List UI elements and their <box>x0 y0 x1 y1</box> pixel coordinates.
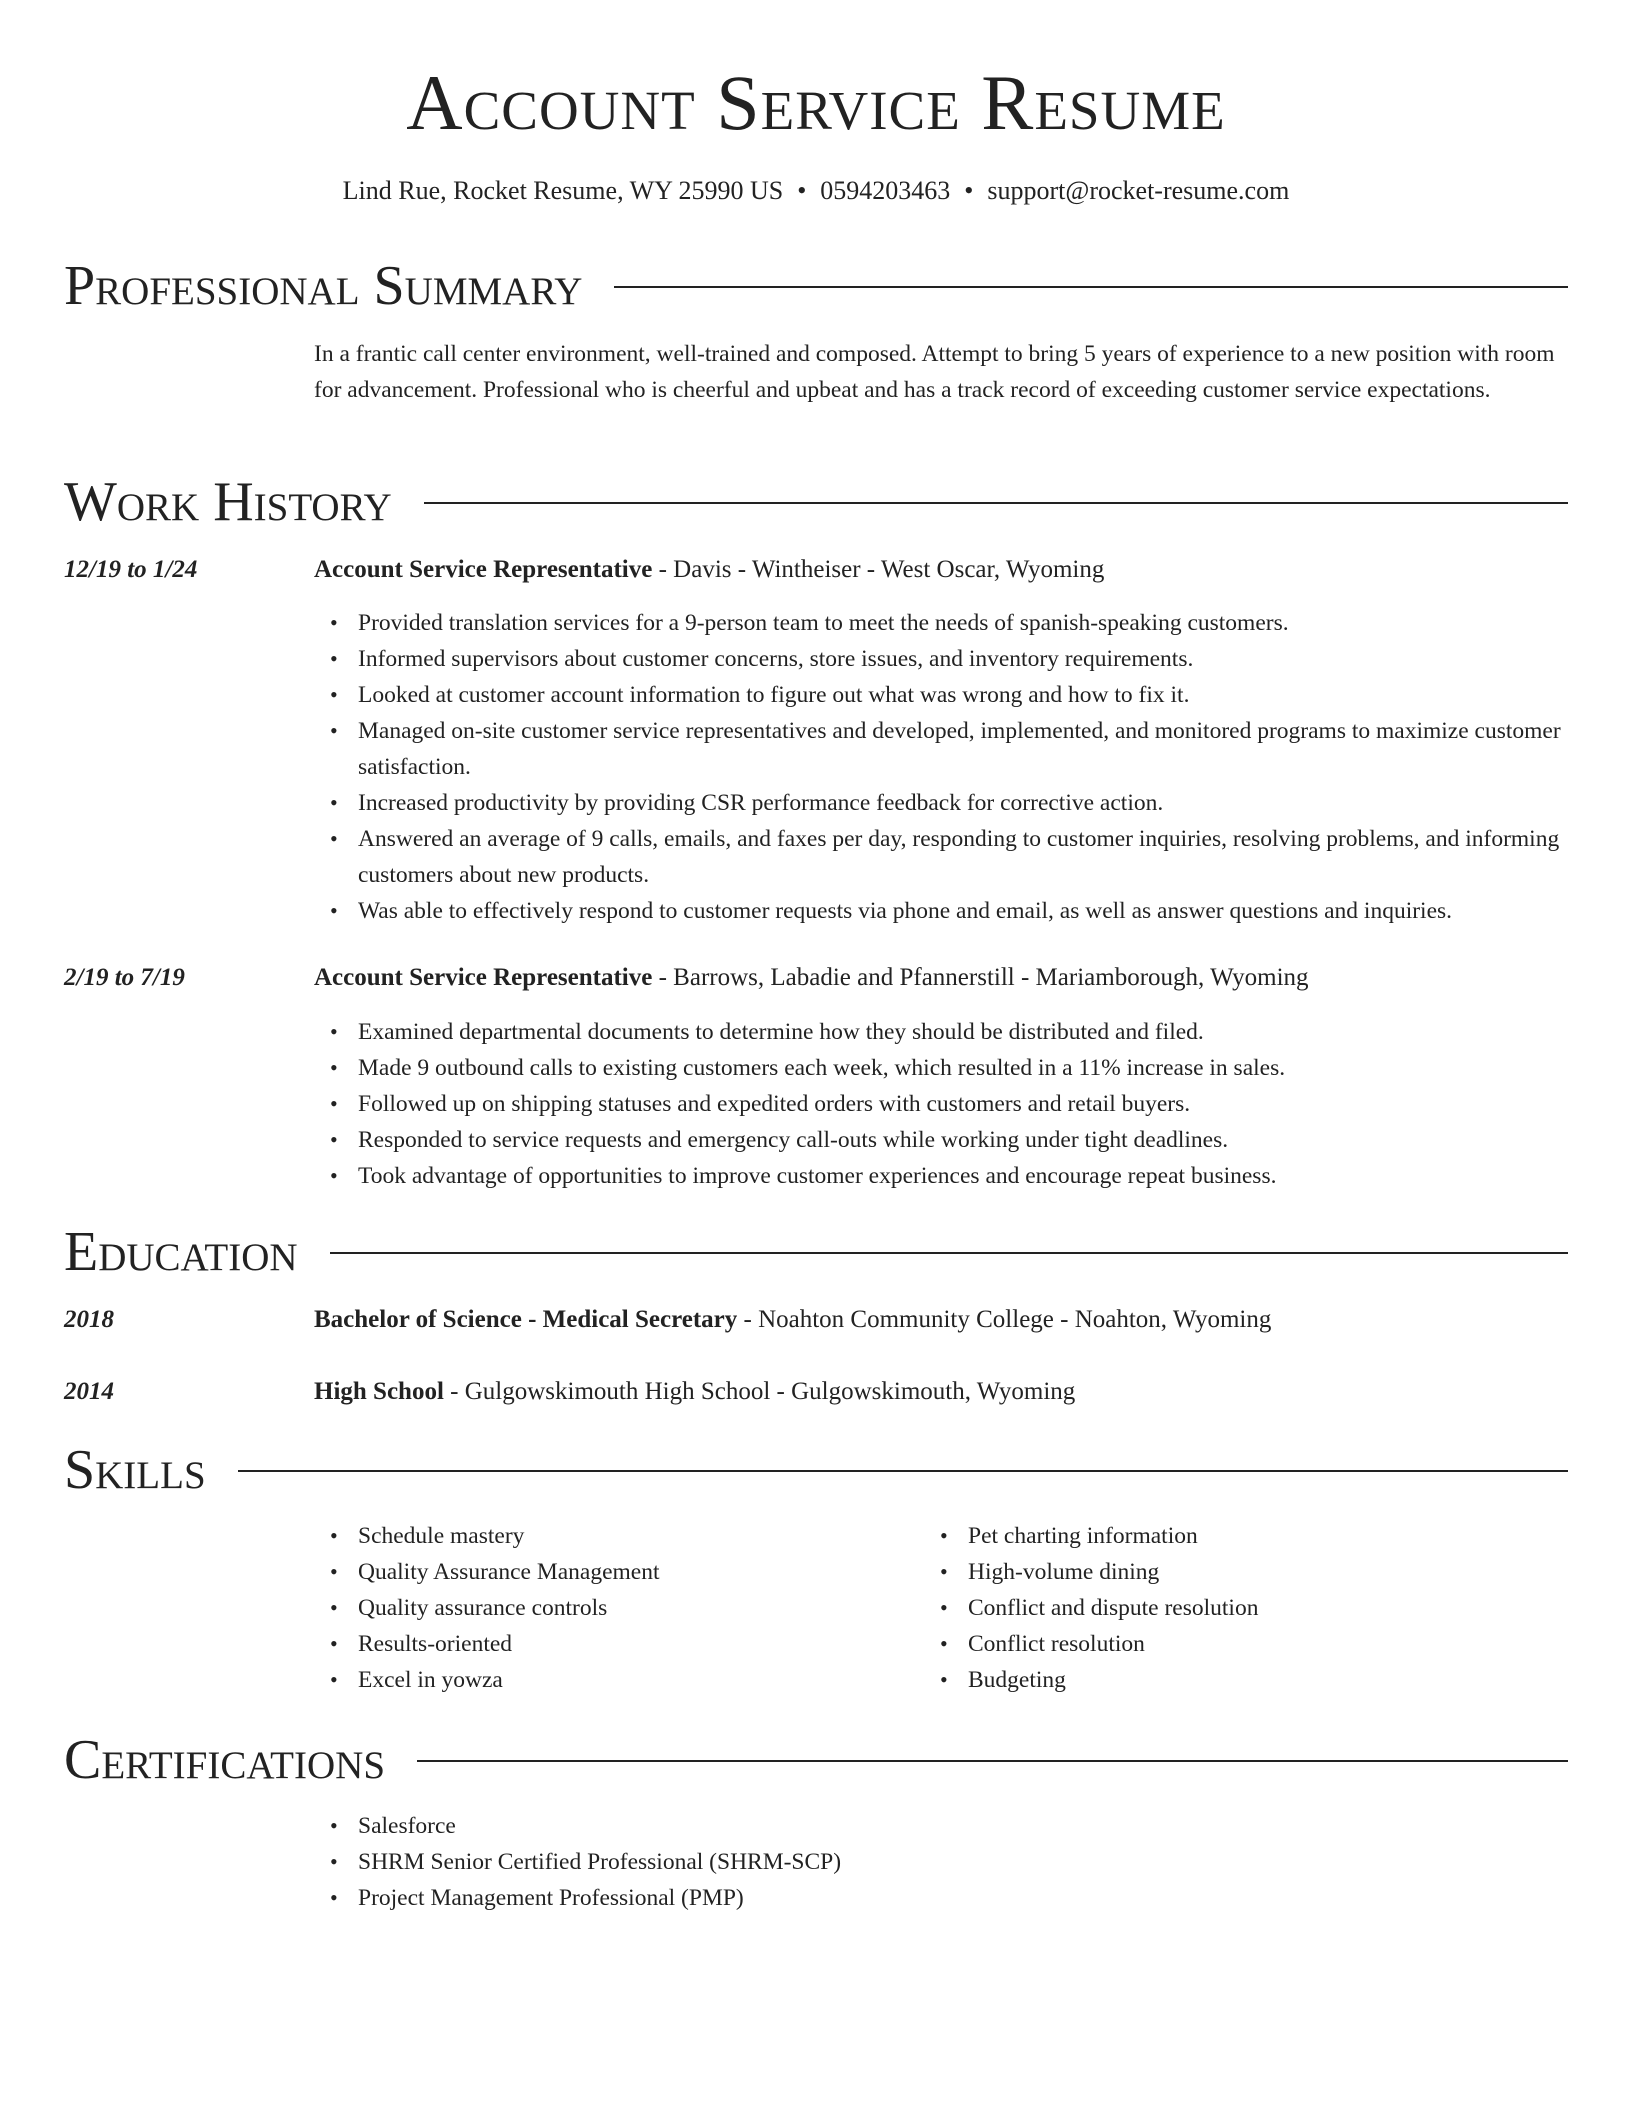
list-item: • Informed supervisors about customer concerns, store issues, and inventory requirements. <box>358 641 1612 677</box>
education-degree: High School <box>314 1378 444 1405</box>
section-header-summary <box>64 254 1568 318</box>
section-title: Skills <box>64 1439 206 1501</box>
skills-list-right <box>924 1518 1568 1698</box>
job-details: - Barrows, Labadie and Pfannerstill - Mariamborough, Wyoming <box>652 964 1309 991</box>
job-dates: 12/19 to 1/24 <box>64 556 198 583</box>
list-item: • SHRM Senior Certified Professional (SHRM-SCP) <box>358 1844 1612 1880</box>
contact-phone: 0594203463 <box>820 176 951 205</box>
list-item: • Was able to effectively respond to customer requests via phone and email, as well as answer questions and inquiries. <box>358 893 1612 929</box>
list-item: • Examined departmental documents to determine how they should be distributed and filed. <box>358 1014 1612 1050</box>
list-item: • Looked at customer account information to figure out what was wrong and how to fix it. <box>358 677 1612 713</box>
contact-address: Lind Rue, Rocket Resume, WY 25990 US <box>342 176 784 205</box>
list-item: • Excel in yowza <box>358 1662 958 1698</box>
section-divider <box>417 1760 1568 1762</box>
list-item: • Made 9 outbound calls to existing customers each week, which resulted in a 11% increase in sales. <box>358 1050 1612 1086</box>
section-divider <box>614 286 1568 288</box>
list-item: • Managed on-site customer service representatives and developed, implemented, and monitored programs to maximize customer satisfaction. <box>358 713 1612 785</box>
section-header-work-history <box>64 470 1568 534</box>
contact-email: support@rocket-resume.com <box>987 176 1290 205</box>
section-header-certifications <box>64 1728 1568 1792</box>
contact-separator: • <box>964 176 974 205</box>
section-divider <box>330 1252 1568 1254</box>
education-details: - Gulgowskimouth High School - Gulgowskimouth, Wyoming <box>443 1378 1076 1405</box>
list-item: • Followed up on shipping statuses and expedited orders with customers and retail buyers. <box>358 1086 1612 1122</box>
skills-list-left <box>314 1518 958 1698</box>
list-item: • Quality assurance controls <box>358 1590 958 1626</box>
education-heading <box>314 1302 1271 1338</box>
job-bullets <box>314 605 1612 929</box>
list-item: • Conflict and dispute resolution <box>968 1590 1568 1626</box>
list-item: • Pet charting information <box>968 1518 1568 1554</box>
job-heading <box>314 552 1104 588</box>
job-role: Account Service Representative <box>314 964 653 991</box>
job-bullets <box>314 1014 1612 1194</box>
list-item: • Took advantage of opportunities to improve customer experiences and encourage repeat business. <box>358 1158 1612 1194</box>
certifications-list <box>314 1808 1612 1916</box>
list-item: • Project Management Professional (PMP) <box>358 1880 1612 1916</box>
summary-text: In a frantic call center environment, well-trained and composed. Attempt to bring 5 years of experience to a new position with room for advancement. Professional who is cheerful and upbeat and has a track record of exceeding customer service expectations. <box>314 341 1555 403</box>
education-year: 2018 <box>64 1306 114 1333</box>
section-divider <box>424 502 1568 504</box>
education-degree: Bachelor of Science - Medical Secretary <box>314 1306 738 1333</box>
section-header-education <box>64 1220 1568 1284</box>
list-item: • Budgeting <box>968 1662 1568 1698</box>
section-divider <box>238 1470 1568 1472</box>
list-item: • High-volume dining <box>968 1554 1568 1590</box>
contact-line <box>0 174 1632 208</box>
job-role: Account Service Representative <box>314 556 653 583</box>
list-item: • Results-oriented <box>358 1626 958 1662</box>
section-title: Certifications <box>64 1729 386 1791</box>
section-title: Professional Summary <box>64 255 583 317</box>
list-item: • Quality Assurance Management <box>358 1554 958 1590</box>
list-item: • Schedule mastery <box>358 1518 958 1554</box>
job-dates: 2/19 to 7/19 <box>64 964 185 991</box>
list-item: • Salesforce <box>358 1808 1612 1844</box>
list-item: • Conflict resolution <box>968 1626 1568 1662</box>
section-title: Work History <box>64 471 392 533</box>
contact-separator: • <box>797 176 807 205</box>
resume-title: Account Service Resume <box>406 59 1226 146</box>
list-item: • Responded to service requests and emergency call-outs while working under tight deadlines. <box>358 1122 1612 1158</box>
list-item: • Answered an average of 9 calls, emails, and faxes per day, responding to customer inquiries, resolving problems, and informing customers about new products. <box>358 821 1612 893</box>
job-heading <box>314 960 1309 996</box>
list-item: • Increased productivity by providing CSR performance feedback for corrective action. <box>358 785 1612 821</box>
education-year: 2014 <box>64 1378 114 1405</box>
education-details: - Noahton Community College - Noahton, Wyoming <box>737 1306 1272 1333</box>
list-item: • Provided translation services for a 9-person team to meet the needs of spanish-speaking customers. <box>358 605 1612 641</box>
education-heading <box>314 1374 1075 1410</box>
section-title: Education <box>64 1221 298 1283</box>
section-header-skills <box>64 1438 1568 1502</box>
job-details: - Davis - Wintheiser - West Oscar, Wyoming <box>652 556 1105 583</box>
